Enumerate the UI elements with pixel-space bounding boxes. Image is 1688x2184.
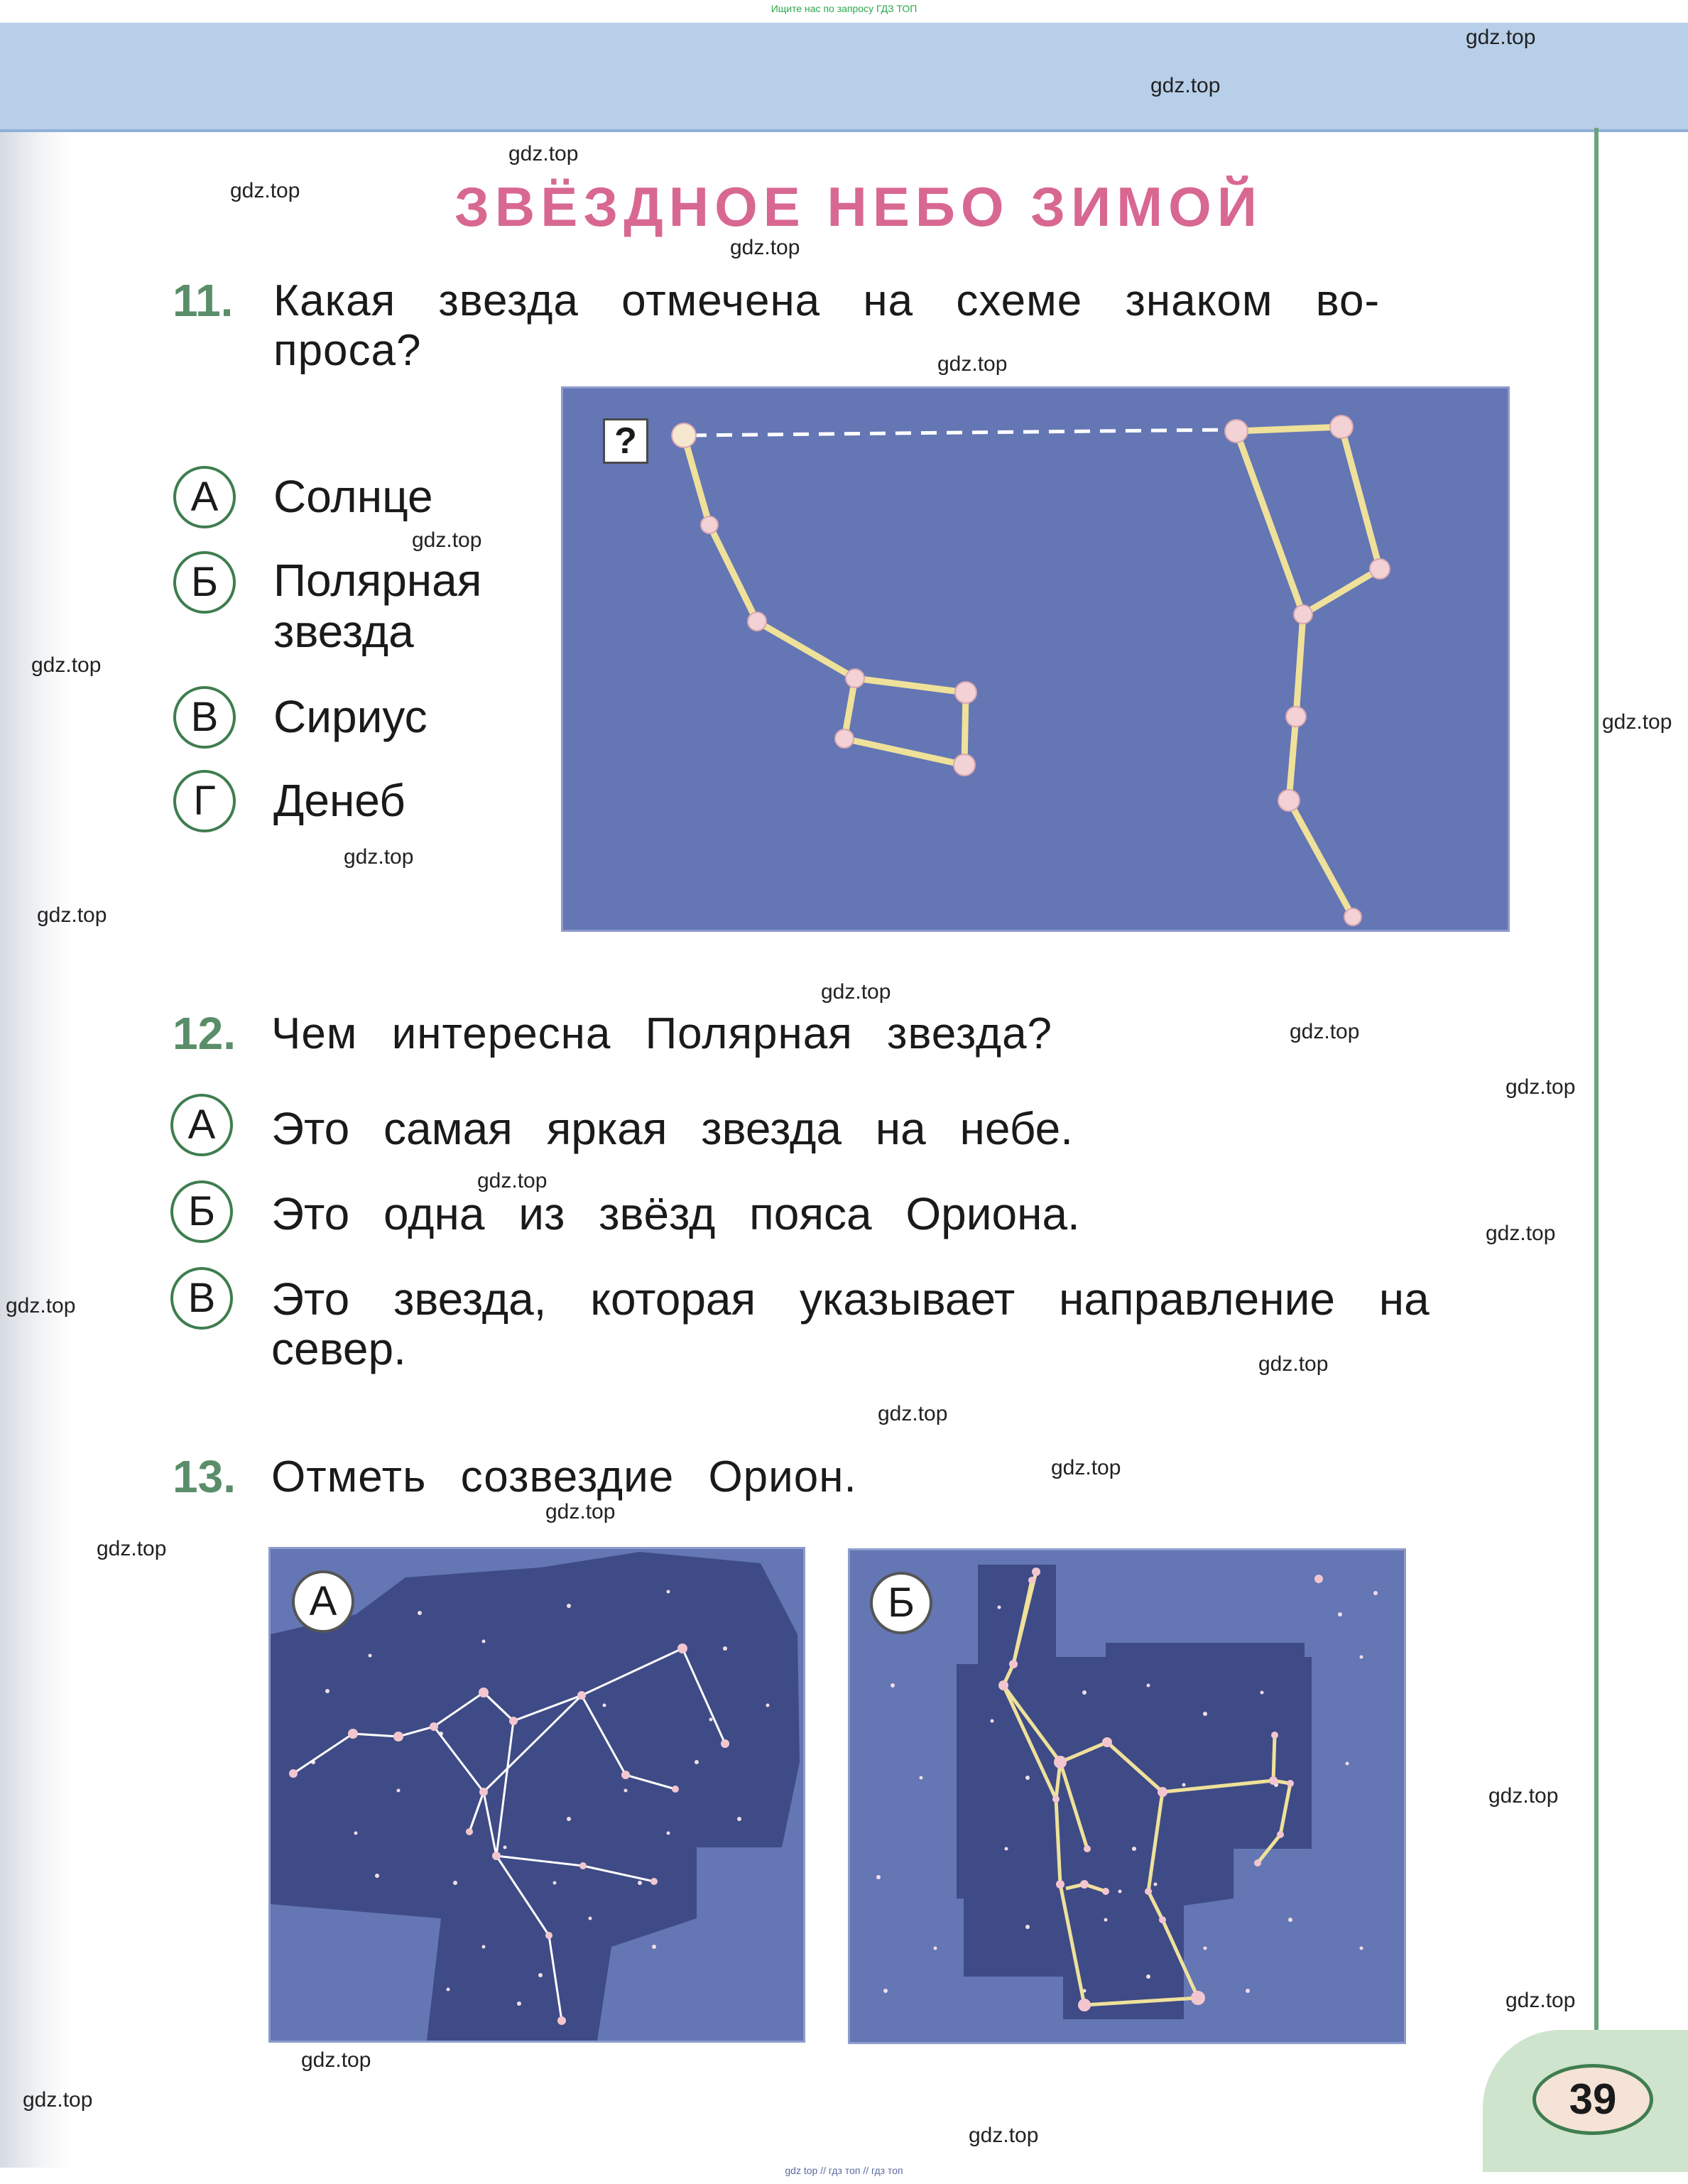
watermark: gdz.top bbox=[508, 142, 579, 165]
watermark: gdz.top bbox=[230, 179, 300, 202]
watermark: gdz.top bbox=[730, 236, 800, 259]
watermark: gdz.top bbox=[1488, 1784, 1559, 1808]
q13-text: Отметь созвездие Орион. bbox=[271, 1452, 857, 1501]
q12-option-v-text: Это звезда, которая указывает направление на bbox=[271, 1273, 1430, 1325]
watermark: gdz.top bbox=[1258, 1352, 1329, 1376]
q12-option-b-text: Это одна из звёзд пояса Ориона. bbox=[271, 1188, 1080, 1239]
watermark: gdz.top bbox=[1505, 1989, 1576, 2012]
margin-rule bbox=[1594, 128, 1599, 2152]
q12-option-v-circle[interactable]: В bbox=[170, 1267, 233, 1330]
q12-option-a-circle[interactable]: А bbox=[170, 1094, 233, 1156]
header-band bbox=[0, 23, 1688, 132]
watermark: gdz.top bbox=[412, 528, 482, 552]
q12-text: Чем интересна Полярная звезда? bbox=[271, 1009, 1053, 1058]
watermark: gdz.top bbox=[344, 845, 414, 869]
page-number: 39 bbox=[1532, 2064, 1653, 2135]
watermark: gdz.top bbox=[1290, 1020, 1360, 1043]
watermark: gdz.top bbox=[1486, 1222, 1556, 1245]
q13-number: 13. bbox=[173, 1451, 236, 1502]
page-fold-shadow bbox=[0, 23, 71, 2168]
q12-option-v-text2: север. bbox=[271, 1323, 406, 1374]
q11-option-b-circle[interactable]: Б bbox=[173, 551, 236, 614]
watermark: gdz.top bbox=[1051, 1456, 1121, 1479]
q11-option-g-text: Денеб bbox=[273, 775, 405, 826]
watermark: gdz.top bbox=[1505, 1075, 1576, 1099]
q11-text-line2: проса? bbox=[273, 326, 422, 375]
q12-option-b-circle[interactable]: Б bbox=[170, 1180, 233, 1243]
q11-option-g-circle[interactable]: Г bbox=[173, 770, 236, 832]
watermark: gdz.top bbox=[6, 1294, 76, 1318]
page-title: ЗВЁЗДНОЕ НЕБО ЗИМОЙ bbox=[454, 175, 1263, 238]
q11-option-a-circle[interactable]: А bbox=[173, 466, 236, 528]
watermark: gdz.top bbox=[969, 2124, 1039, 2147]
q11-option-v-text: Сириус bbox=[273, 691, 428, 742]
watermark: gdz.top bbox=[477, 1169, 548, 1192]
panel-b-label: Б bbox=[870, 1572, 932, 1634]
watermark: gdz.top bbox=[97, 1537, 167, 1560]
q11-sky-diagram bbox=[561, 386, 1510, 932]
watermark: gdz.top bbox=[1150, 74, 1221, 97]
watermark: gdz.top bbox=[31, 653, 102, 677]
watermark: gdz.top bbox=[37, 903, 107, 927]
q11-option-b-text: Полярная bbox=[273, 555, 482, 606]
watermark: gdz.top bbox=[23, 2088, 93, 2112]
q11-constellation-svg bbox=[563, 389, 1508, 930]
watermark: gdz.top bbox=[1466, 26, 1536, 49]
q11-option-v-circle[interactable]: В bbox=[173, 686, 236, 749]
q11-text-line1 bbox=[273, 276, 1509, 326]
watermark: gdz.top bbox=[937, 352, 1008, 376]
q13-panel-b[interactable] bbox=[848, 1548, 1406, 2044]
watermark: gdz.top bbox=[301, 2048, 371, 2072]
q11-line1: Какая звезда отмечена на схеме знаком во- bbox=[273, 276, 1381, 325]
watermark: gdz.top bbox=[821, 980, 891, 1004]
q11-option-b-text2: звезда bbox=[273, 606, 414, 657]
watermark: gdz.top bbox=[545, 1500, 616, 1523]
panel-b-sky-svg bbox=[850, 1550, 1404, 2042]
panel-a-sky-svg bbox=[271, 1549, 803, 2041]
q12-number: 12. bbox=[173, 1008, 236, 1059]
q11-option-a-text: Солнце bbox=[273, 471, 433, 522]
top-note: Ищите нас по запросу ГДЗ ТОП bbox=[771, 3, 917, 14]
q13-panel-a[interactable] bbox=[268, 1547, 805, 2043]
question-mark-box: ? bbox=[603, 418, 648, 464]
bottom-note: gdz top // гдз топ // гдз топ bbox=[785, 2165, 903, 2176]
panel-a-label: А bbox=[292, 1570, 354, 1633]
watermark: gdz.top bbox=[1602, 710, 1672, 734]
q11-number: 11. bbox=[173, 275, 234, 326]
q12-option-a-text: Это самая яркая звезда на небе. bbox=[271, 1103, 1073, 1154]
watermark: gdz.top bbox=[878, 1402, 948, 1425]
